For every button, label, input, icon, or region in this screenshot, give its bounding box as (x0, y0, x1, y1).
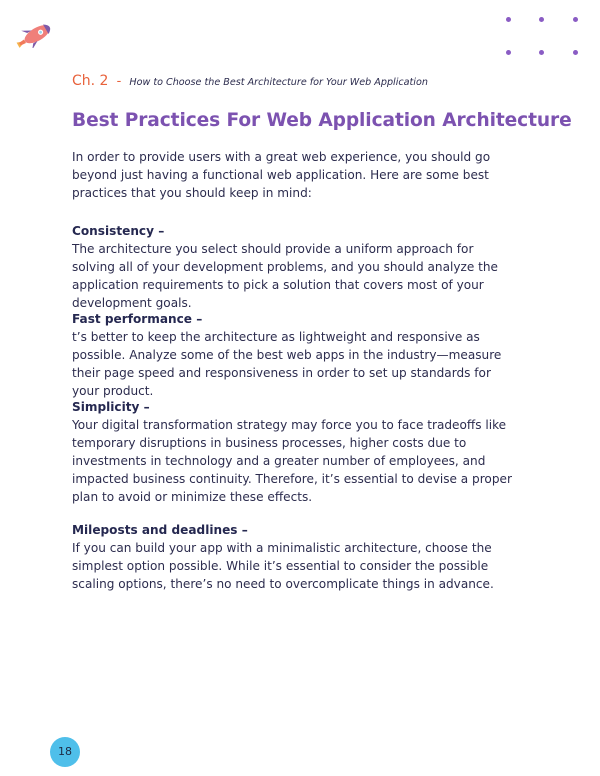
section-body: t’s better to keep the architecture as lightweight and responsive as possible. Analyze some of the best web apps in the industry—measure their page speed and responsiveness in order to set up standards for your product. (72, 330, 502, 398)
section-fast-performance (72, 310, 512, 400)
section-consistency (72, 222, 512, 312)
section-mileposts (72, 521, 512, 593)
dot-grid-decoration (500, 14, 590, 60)
section-title: Consistency – (72, 224, 165, 238)
section-title: Fast performance – (72, 312, 203, 326)
dot (506, 50, 511, 55)
dot (539, 17, 544, 22)
dot (539, 50, 544, 55)
chapter-number: Ch. 2 (72, 73, 109, 89)
chapter-subtitle: How to Choose the Best Architecture for Your Web Application (129, 77, 428, 88)
page-number-badge: 18 (50, 737, 80, 767)
section-body: Your digital transformation strategy may force you to face tradeoffs like temporary disruptions in business processes, higher costs due to investments in technology and a greater number of employees, and impacted business continuity. Therefore, it’s essential to devise a proper plan to avoid or minimize these effects. (72, 418, 512, 504)
section-body: If you can build your app with a minimalistic architecture, choose the simplest option possible. While it’s essential to consider the possible scaling options, there’s no need to overcomplicate things in advance. (72, 541, 494, 591)
intro-block (72, 148, 512, 202)
rocket-icon (14, 12, 60, 48)
section-title: Mileposts and deadlines – (72, 523, 248, 537)
dot (573, 50, 578, 55)
chapter-header (72, 70, 428, 89)
dot (573, 17, 578, 22)
section-title: Simplicity – (72, 400, 150, 414)
dot (506, 17, 511, 22)
page-title: Best Practices For Web Application Architecture (72, 110, 572, 131)
intro-paragraph: In order to provide users with a great web experience, you should go beyond just having a functional web application. Here are some best practices that you should keep in mind: (72, 150, 491, 200)
chapter-separator: - (116, 74, 122, 89)
section-simplicity (72, 398, 512, 506)
section-body: The architecture you select should provide a uniform approach for solving all of your development problems, and you should analyze the application requirements to pick a solution that covers most of your development goals. (72, 242, 498, 310)
